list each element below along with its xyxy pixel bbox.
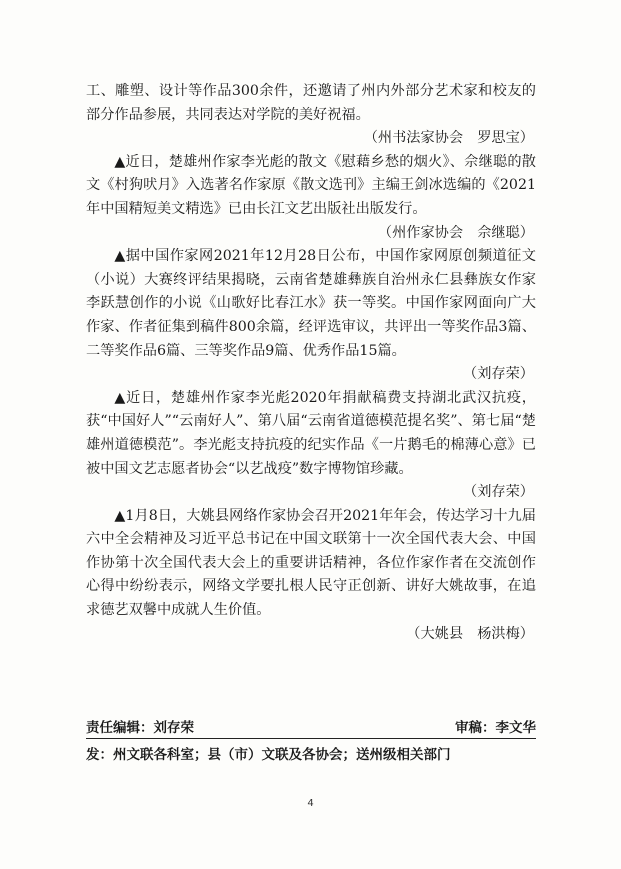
- paragraph: ▲近日，楚雄州作家李光彪2020年捐献稿费支持湖北武汉抗疫，获“中国好人”“云南好人”、第八届“云南省道德模范提名奖”、第七届“楚雄州道德模范”。李光彪支持抗疫的纪实作品《一片鹅毛的棉薄心意》已被中国文艺志愿者协会“以艺战疫”数字博物馆珍藏。: [86, 389, 536, 477]
- responsible-editor: 责任编辑：刘存荣: [86, 720, 194, 736]
- footer-divider: [86, 738, 536, 739]
- signature: （州作家协会 佘继聪）: [377, 224, 534, 241]
- paragraph: ▲近日，楚雄州作家李光彪的散文《慰藉乡愁的烟火》、佘继聪的散文《村狗吠月》入选著名作家原《散文选刊》主编王剑冰选编的《2021年中国精短美文精选》已由长江文艺出版社出版发行。: [86, 153, 536, 217]
- paragraph: ▲据中国作家网2021年12月28日公布，中国作家网原创频道征文（小说）大赛终评结果揭晓，云南省楚雄彝族自治州永仁县彝族女作家李跃慧创作的小说《山歌好比春江水》获一等奖。中国作家网面向广大作家、作者征集到稿件800余篇，经评选审议，共评出一等奖作品3篇、二等奖作品6篇、三等奖作品9篇、优秀作品15篇。: [86, 248, 536, 359]
- document-footer: [86, 716, 536, 763]
- article-body: [86, 80, 536, 646]
- paragraph: ▲1月8日，大姚县网络作家协会召开2021年年会，传达学习十九届六中全会精神及习近平总书记在中国文联第十一次全国代表大会、中国作协第十次全国代表大会上的重要讲话精神，各位作家作者在交流创作心得中纷纷表示，网络文学要扎根人民守正创新、讲好大姚故事，在追求德艺双馨中成就人生价值。: [86, 507, 536, 619]
- signature: （州书法家协会 罗思宝）: [363, 130, 534, 147]
- distribution-line: 发：州文联各科室；县（市）文联及各协会；送州级相关部门: [86, 747, 451, 763]
- signature: （刘存荣）: [463, 484, 534, 501]
- signature: （刘存荣）: [463, 366, 534, 383]
- page-number: 4: [307, 798, 314, 809]
- reviewer: 审稿：李文华: [455, 720, 536, 736]
- signature: （大姚县 杨洪梅）: [406, 625, 534, 642]
- paragraph: 工、雕塑、设计等作品300余件，还邀请了州内外部分艺术家和校友的部分作品参展，共同表达对学院的美好祝福。: [86, 83, 536, 123]
- editor-row: [86, 716, 536, 736]
